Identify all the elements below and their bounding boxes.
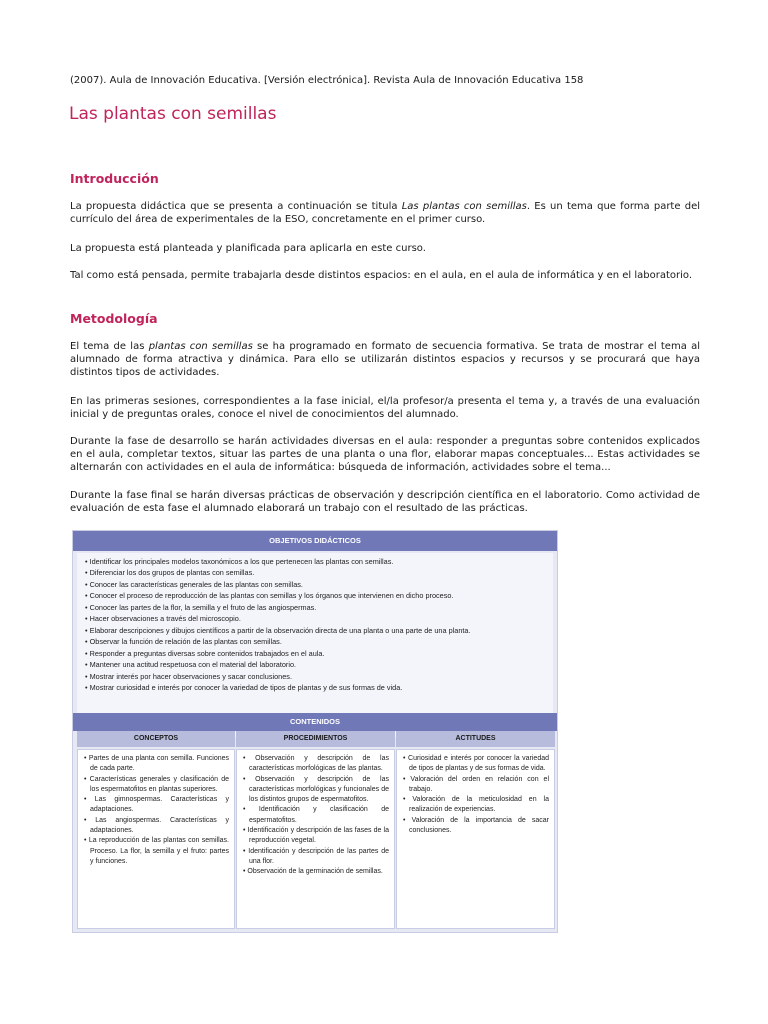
intro-paragraph-3: Tal como está pensada, permite trabajarla desde distintos espacios: en el aula, en el aula de informática y en el laboratorio. [70, 270, 693, 281]
objetivo-item: • Diferenciar los dos grupos de plantas con semillas. [85, 567, 549, 578]
list-item: • Observación de la germinación de semillas. [243, 867, 389, 877]
section-heading-introduccion: Introducción [70, 171, 159, 186]
objetivo-item: • Identificar los principales modelos taxonómicos a los que pertenecen las plantas con semillas. [85, 556, 549, 567]
list-item: • Identificación y descripción de las partes de una flor. [243, 847, 389, 868]
citation: (2007). Aula de Innovación Educativa. [Versión electrónica]. Revista Aula de Innovación Educativa 158 [70, 75, 584, 86]
objetivo-item: • Mostrar curiosidad e interés por conocer la variedad de tipos de plantas y de sus formas de vida. [85, 682, 549, 693]
list-item: • Observación y descripción de las características morfológicas y funcionales de los distintos grupos de espermatofitos. [243, 775, 389, 806]
objetivos-box [77, 553, 553, 737]
list-item: • Las gimnospermas. Características y adaptaciones. [84, 795, 229, 816]
list-item: • Identificación y descripción de las fases de la reproducción vegetal. [243, 826, 389, 847]
page-title: Las plantas con semillas [69, 104, 277, 124]
list-item: • Observación y descripción de las características morfológicas de las plantas. [243, 754, 389, 775]
metodologia-paragraph-2: En las primeras sesiones, correspondientes a la fase inicial, el/la profesor/a presenta el tema y, a través de una evaluación inicial y de preguntas orales, conoce el nivel de conocimientos del alumnado. [70, 396, 700, 420]
column-header-conceptos: CONCEPTOS [77, 731, 235, 747]
objetivo-item: • Mantener una actitud respetuosa con el material del laboratorio. [85, 659, 549, 670]
objetivo-item: • Conocer las partes de la flor, la semilla y el fruto de las angiospermas. [85, 602, 549, 613]
intro-paragraph-1: La propuesta didáctica que se presenta a continuación se titula Las plantas con semillas. Es un tema que forma parte del currículo del área de experimentales de la ESO, concretamente en el primer curso. [70, 201, 701, 225]
list-item: • Identificación y clasificación de espermatofitos. [243, 805, 389, 826]
objetivo-item: • Hacer observaciones a través del microscopio. [85, 613, 549, 624]
list-item: • Las angiospermas. Características y adaptaciones. [84, 816, 229, 837]
objetivos-list [77, 553, 553, 693]
objectives-contents-table [72, 530, 558, 933]
metodologia-paragraph-1: El tema de las plantas con semillas se ha programado en formato de secuencia formativa. Se trata de mostrar el tema al alumnado de forma atractiva y dinámica. Para ello se utilizarán distintos espacios y recursos y se procurará que haya distintos tipos de actividades. [70, 341, 700, 378]
list-item: • La reproducción de las plantas con semillas. Proceso. La flor, la semilla y el fruto: partes y funciones. [84, 836, 229, 867]
list-item: • Características generales y clasificación de los espermatofitos en plantas superiores. [84, 775, 229, 796]
contenidos-title: CONTENIDOS [73, 713, 557, 731]
metodologia-paragraph-4: Durante la fase final se harán diversas prácticas de observación y descripción científica en el laboratorio. Como actividad de evaluación de esta fase el alumnado elaborará un trabajo con el resultado de las prácticas. [70, 490, 700, 514]
column-conceptos [77, 749, 235, 929]
column-procedimientos [236, 749, 395, 929]
objetivos-title: OBJETIVOS DIDÁCTICOS [73, 531, 557, 551]
section-heading-metodologia: Metodología [70, 311, 158, 326]
column-header-actitudes: ACTITUDES [396, 731, 555, 747]
objetivo-item: • Elaborar descripciones y dibujos científicos a partir de la observación directa de una planta o una parte de una planta. [85, 625, 549, 636]
objetivo-item: • Observar la función de relación de las plantas con semillas. [85, 636, 549, 647]
list-item: • Curiosidad e interés por conocer la variedad de tipos de plantas y de sus formas de vida. [403, 754, 549, 775]
column-actitudes [396, 749, 555, 929]
list-item: • Valoración del orden en relación con el trabajo. [403, 775, 549, 796]
list-item: • Valoración de la importancia de sacar conclusiones. [403, 816, 549, 837]
objetivo-item: • Responder a preguntas diversas sobre contenidos trabajados en el aula. [85, 648, 549, 659]
column-header-procedimientos: PROCEDIMIENTOS [236, 731, 395, 747]
metodologia-paragraph-3: Durante la fase de desarrollo se harán actividades diversas en el aula: responder a preguntas sobre contenidos explicados en el aula, completar textos, situar las partes de una planta o una flor, elaborar mapas conceptuales... Estas actividades se alternarán con actividades en el aula de informática: búsqueda de información, actividades sobre el tema... [70, 436, 700, 473]
list-item: • Valoración de la meticulosidad en la realización de experiencias. [403, 795, 549, 816]
objetivo-item: • Conocer el proceso de reproducción de las plantas con semillas y los órganos que intervienen en dicho proceso. [85, 590, 549, 601]
list-item: • Partes de una planta con semilla. Funciones de cada parte. [84, 754, 229, 775]
objetivo-item: • Mostrar interés por hacer observaciones y sacar conclusiones. [85, 671, 549, 682]
intro-paragraph-2: La propuesta está planteada y planificada para aplicarla en este curso. [70, 243, 426, 254]
objetivo-item: • Conocer las características generales de las plantas con semillas. [85, 579, 549, 590]
